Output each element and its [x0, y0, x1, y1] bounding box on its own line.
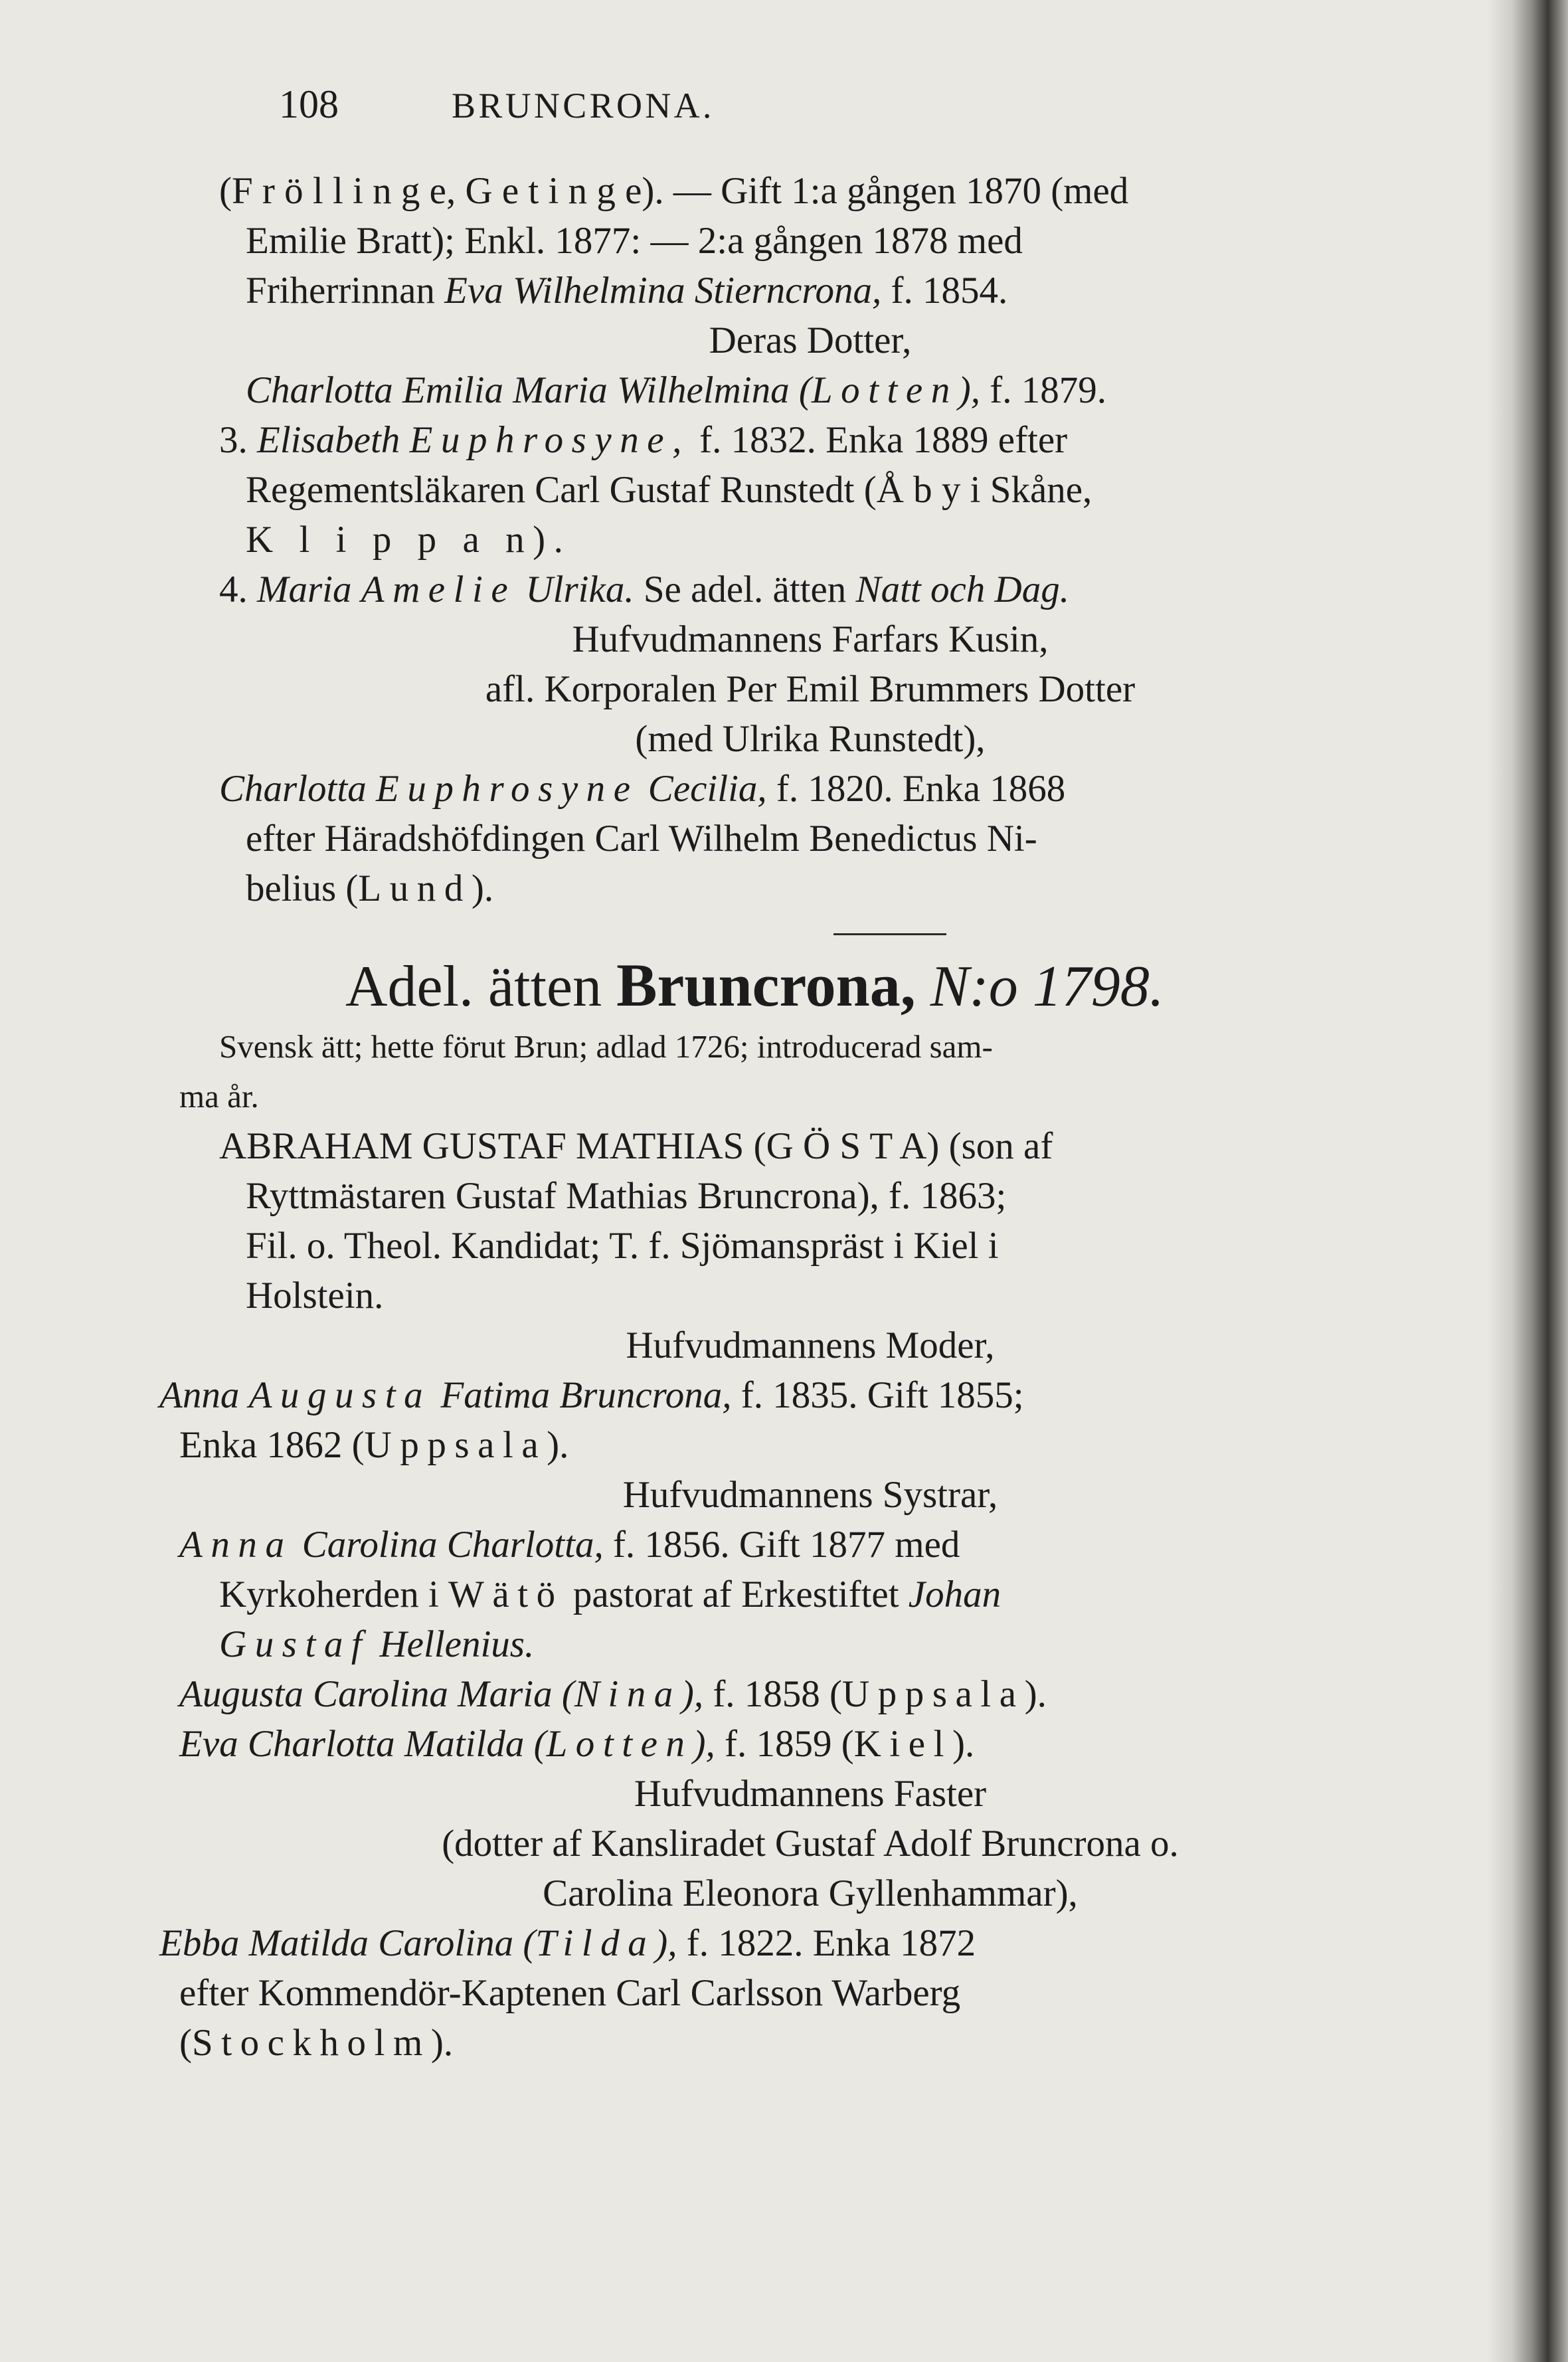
text-line: 4. Maria Amelie Ulrika. Se adel. ätten Natt och Dag.: [219, 569, 1069, 610]
text-line: Kyrkoherden i Wätö pastorat af Erkestiftet Johan: [219, 1574, 1002, 1615]
text-line: Emilie Bratt); Enkl. 1877: — 2:a gången 1878 med: [246, 220, 1023, 262]
page-number: 108: [279, 82, 339, 126]
text-line: belius (Lund).: [246, 867, 494, 909]
section-divider: [833, 933, 946, 935]
text-line: ABRAHAM GUSTAF MATHIAS (G Ö S T A) (son af: [219, 1125, 1053, 1167]
text-line: (med Ulrika Runstedt),: [635, 718, 986, 760]
section-intro: Svensk ätt; hette förut Brun; adlad 1726; introducerad sam-: [219, 1028, 993, 1065]
text-line: Anna Carolina Charlotta, f. 1856. Gift 1877 med: [179, 1524, 960, 1566]
text-line: afl. Korporalen Per Emil Brummers Dotter: [485, 668, 1136, 710]
text-line: Ryttmästaren Gustaf Mathias Bruncrona), f. 1863;: [246, 1175, 1007, 1217]
text-line: Hufvudmannens Systrar,: [622, 1474, 998, 1516]
text-line: K l i p p a n).: [246, 519, 572, 561]
text-line: Friherrinnan Eva Wilhelmina Stierncrona, f. 1854.: [246, 270, 1008, 312]
text-line: Regementsläkaren Carl Gustaf Runstedt (Å b y i Skåne,: [246, 469, 1092, 511]
section-title: Adel. ätten Bruncrona, N:o 1798.: [345, 951, 1164, 1019]
text-line: Deras Dotter,: [709, 319, 912, 361]
book-gutter: [1488, 0, 1568, 2362]
text-line: Holstein.: [246, 1275, 384, 1317]
text-line: Ebba Matilda Carolina (Tilda), f. 1822. Enka 1872: [159, 1922, 976, 1964]
text-line: Carolina Eleonora Gyllenhammar),: [543, 1872, 1078, 1914]
text-line: Eva Charlotta Matilda (Lotten), f. 1859 (Kiel).: [179, 1723, 975, 1765]
text-line: Hufvudmannens Farfars Kusin,: [572, 618, 1049, 660]
text-line: Charlotta Euphrosyne Cecilia, f. 1820. Enka 1868: [219, 768, 1066, 810]
text-line: (F r ö l l i n g e, G e t i n g e). — Gift 1:a gången 1870 (med: [219, 170, 1129, 212]
text-line: Gustaf Hellenius.: [219, 1623, 535, 1665]
page-text: [159, 80, 1401, 2068]
text-line: efter Kommendör-Kaptenen Carl Carlsson Warberg: [179, 1972, 961, 2014]
section-intro: ma år.: [179, 1078, 259, 1115]
page-header: [279, 80, 1401, 130]
text-line: efter Häradshöfdingen Carl Wilhelm Benedictus Ni-: [246, 818, 1037, 860]
running-head: BRUNCRONA.: [452, 86, 715, 126]
text-line: Hufvudmannens Faster: [634, 1773, 987, 1815]
text-line: Hufvudmannens Moder,: [626, 1324, 995, 1366]
text-line: (dotter af Kansliradet Gustaf Adolf Bruncrona o.: [442, 1823, 1179, 1864]
text-line: 3. Elisabeth Euphrosyne, f. 1832. Enka 1889 efter: [219, 419, 1068, 461]
text-line: Fil. o. Theol. Kandidat; T. f. Sjömanspräst i Kiel i: [246, 1225, 999, 1267]
text-line: Augusta Carolina Maria (Nina), f. 1858 (Uppsala).: [179, 1673, 1047, 1715]
text-line: (Stockholm).: [179, 2022, 454, 2064]
text-line: Anna Augusta Fatima Bruncrona, f. 1835. Gift 1855;: [159, 1374, 1024, 1416]
text-line: Enka 1862 (Uppsala).: [179, 1424, 569, 1466]
text-line: Charlotta Emilia Maria Wilhelmina (Lotten), f. 1879.: [246, 369, 1106, 411]
